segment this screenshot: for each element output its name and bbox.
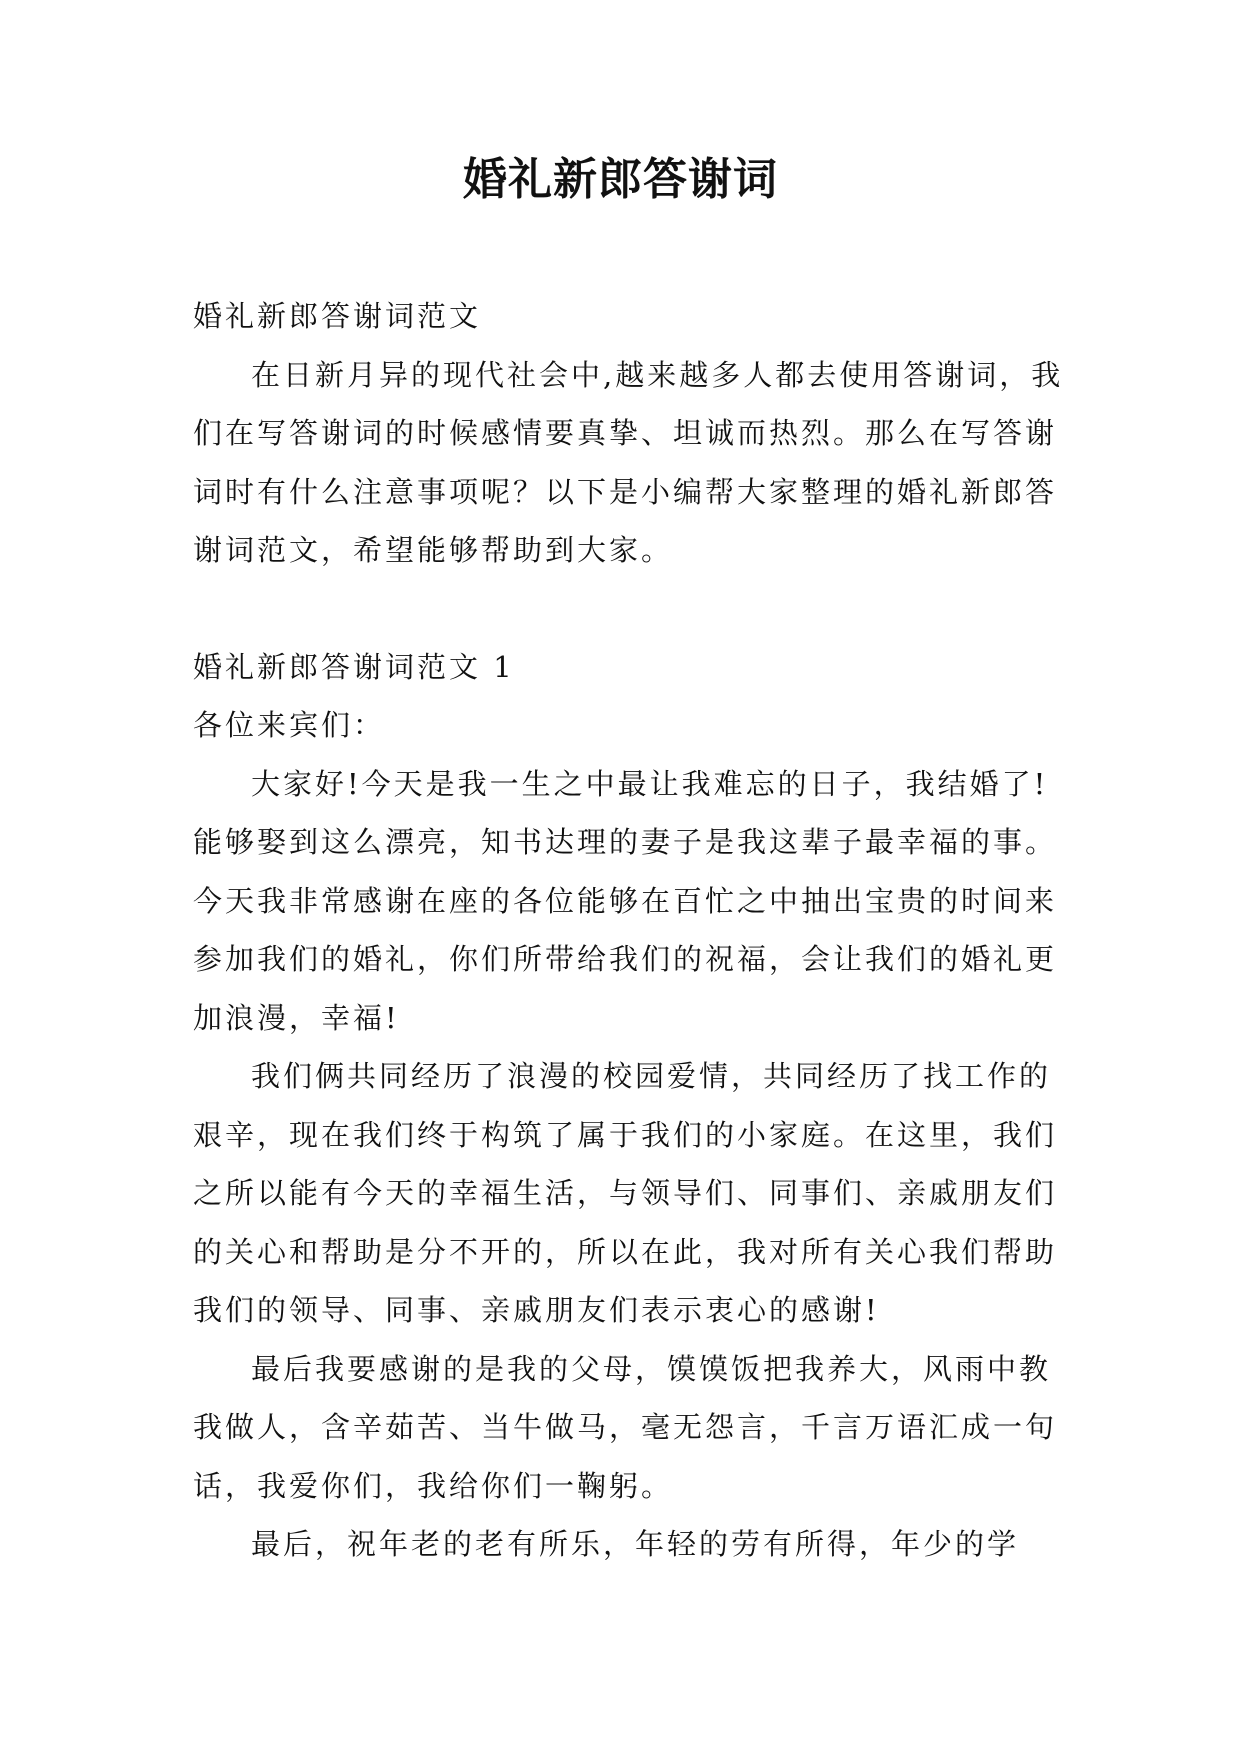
section-heading: 婚礼新郎答谢词范文 1 <box>193 649 515 684</box>
document-title: 婚礼新郎答谢词 <box>463 154 778 205</box>
body-paragraph: 大家好!今天是我一生之中最让我难忘的日子，我结婚了!能够娶到这么漂亮，知书达理的妻子是我这辈子最幸福的事。今天我非常感谢在座的各位能够在百忙之中抽出宝贵的时间来参加我们的婚礼，你们所带给我们的祝福，会让我们的婚礼更加浪漫，幸福! <box>193 766 1058 1035</box>
subtitle: 婚礼新郎答谢词范文 <box>193 299 482 333</box>
body-paragraph: 我们俩共同经历了浪漫的校园爱情，共同经历了找工作的艰辛，现在我们终于构筑了属于我们的小家庭。在这里，我们之所以能有今天的幸福生活，与领导们、同事们、亲戚朋友们的关心和帮助是分不开的，所以在此，我对所有关心我们帮助我们的领导、同事、亲戚朋友们表示衷心的感谢! <box>193 1059 1058 1327</box>
body-paragraph: 最后我要感谢的是我的父母，馍馍饭把我养大，风雨中教我做人，含辛茹苦、当牛做马，毫无怨言，千言万语汇成一句话，我爱你们，我给你们一鞠躬。 <box>193 1351 1058 1503</box>
salutation: 各位来宾们： <box>193 708 386 742</box>
paragraph-gap <box>193 580 1073 638</box>
body-paragraph: 最后，祝年老的老有所乐，年轻的劳有所得，年少的学 <box>251 1527 1020 1561</box>
intro-paragraph: 在日新月异的现代社会中,越来越多人都去使用答谢词，我们在写答谢词的时候感情要真挚、坦诚而热烈。那么在写答谢词时有什么注意事项呢？以下是小编帮大家整理的婚礼新郎答谢词范文，希望能够帮助到大家。 <box>193 357 1064 567</box>
document-body <box>193 287 1073 1574</box>
